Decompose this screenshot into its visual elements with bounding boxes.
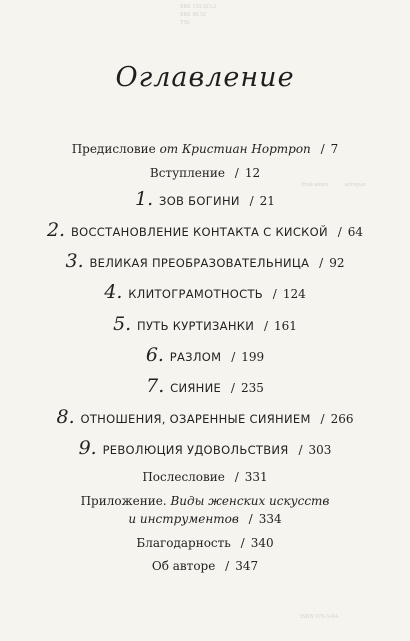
page-title: Оглавление: [115, 62, 295, 93]
page-number: 199: [241, 350, 265, 364]
chapter-number: 5.: [113, 313, 132, 335]
bleed-through-text: ISBN 978-5-04-: [300, 614, 340, 620]
page-number: 334: [258, 512, 282, 526]
page-number: 303: [308, 443, 332, 457]
chapter-number: 8.: [56, 406, 75, 428]
page-number: 161: [274, 319, 297, 333]
toc-entry-chapter-7[interactable]: 7. СИЯНИЕ / 235: [146, 375, 264, 397]
chapter-title: РЕВОЛЮЦИЯ УДОВОЛЬСТВИЯ: [102, 443, 289, 457]
chapter-number: 3.: [65, 250, 84, 272]
bleed-through-text: ББК 88.52: [180, 12, 206, 18]
chapter-title: ПУТЬ КУРТИЗАНКИ: [137, 319, 255, 333]
chapter-title: ВЕЛИКАЯ ПРЕОБРАЗОВАТЕЛЬНИЦА: [89, 256, 310, 270]
appendix-subtitle: Виды женских искусств: [170, 494, 330, 508]
toc-entry-foreword[interactable]: Предисловие от Кристиан Нортроп / 7: [71, 142, 339, 156]
page-number: 92: [329, 256, 345, 270]
bleed-through-text: ББК 159.923.2: [180, 4, 217, 10]
entry-label: Послесловие: [142, 470, 225, 484]
toc-entry-chapter-5[interactable]: 5. ПУТЬ КУРТИЗАНКИ / 161: [113, 313, 297, 335]
chapter-title: ОТНОШЕНИЯ, ОЗАРЕННЫЕ СИЯНИЕМ: [80, 412, 311, 426]
entry-author: от Кристиан Нортроп: [159, 142, 311, 156]
toc-entry-intro[interactable]: Вступление / 12: [149, 166, 261, 180]
toc-entry-chapter-1[interactable]: 1. ЗОВ БОГИНИ / 21: [135, 188, 275, 210]
page-number: 347: [235, 559, 259, 573]
toc-entry-chapter-3[interactable]: 3. ВЕЛИКАЯ ПРЕОБРАЗОВАТЕЛЬНИЦА / 92: [65, 250, 345, 272]
chapter-title: ЗОВ БОГИНИ: [159, 194, 240, 208]
chapter-number: 9.: [78, 437, 97, 459]
toc-entry-chapter-8[interactable]: 8. ОТНОШЕНИЯ, ОЗАРЕННЫЕ СИЯНИЕМ / 266: [56, 406, 354, 428]
toc-entry-chapter-6[interactable]: 6. РАЗЛОМ / 199: [145, 344, 265, 366]
page-number: 266: [330, 412, 354, 426]
entry-label: Вступление: [149, 166, 225, 180]
chapter-title: ВОССТАНОВЛЕНИЕ КОНТАКТА С КИСКОЙ: [70, 225, 328, 239]
toc-entry-chapter-9[interactable]: 9. РЕВОЛЮЦИЯ УДОВОЛЬСТВИЯ / 303: [78, 437, 332, 459]
toc-entry-afterword[interactable]: Послесловие / 331: [142, 470, 268, 484]
chapter-number: 6.: [145, 344, 164, 366]
bleed-through-text: Т56: [180, 20, 190, 26]
chapter-number: 1.: [135, 188, 154, 210]
entry-label: Об авторе: [151, 559, 216, 573]
bleed-through-text: Этой книге: [300, 182, 329, 188]
entry-label: Приложение.: [80, 494, 167, 508]
entry-label: Предисловие: [71, 142, 156, 156]
toc-entry-chapter-2[interactable]: 2. ВОССТАНОВЛЕНИЕ КОНТАКТА С КИСКОЙ / 64: [46, 219, 364, 241]
page-number: 331: [244, 470, 268, 484]
page-number: 7: [330, 142, 339, 156]
toc-entry-appendix[interactable]: [0, 494, 410, 508]
page-number: 235: [240, 381, 264, 395]
chapter-title: РАЗЛОМ: [169, 350, 222, 364]
entry-label: Благодарность: [136, 536, 231, 550]
chapter-number: 7.: [146, 375, 165, 397]
chapter-number: 4.: [104, 281, 123, 303]
page-number: 21: [259, 194, 275, 208]
chapter-title: СИЯНИЕ: [170, 381, 222, 395]
bleed-through-text: которые: [345, 182, 366, 188]
page-number: 340: [250, 536, 274, 550]
toc-entry-acknowledgements[interactable]: Благодарность / 340: [136, 536, 274, 550]
toc-entry-chapter-4[interactable]: 4. КЛИТОГРАМОТНОСТЬ / 124: [104, 281, 306, 303]
chapter-title: КЛИТОГРАМОТНОСТЬ: [128, 287, 263, 301]
toc-entry-appendix-continued[interactable]: и инструментов / 334: [128, 512, 282, 526]
appendix-subtitle-continued: и инструментов: [128, 512, 239, 526]
page-number: 12: [244, 166, 261, 180]
page-number: 64: [347, 225, 364, 239]
page-number: 124: [282, 287, 306, 301]
toc-entry-about-author[interactable]: Об авторе / 347: [151, 559, 259, 573]
chapter-number: 2.: [46, 219, 66, 241]
